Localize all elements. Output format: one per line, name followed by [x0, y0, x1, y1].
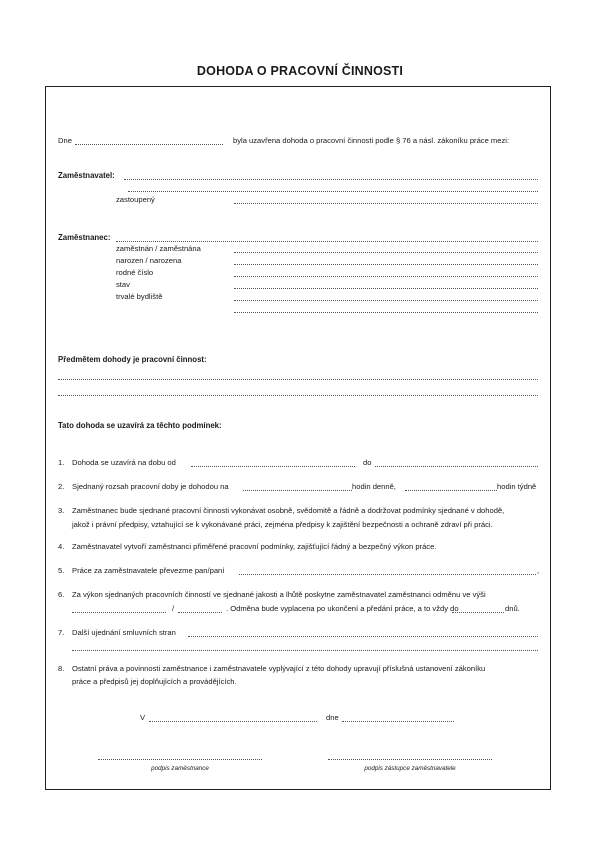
condition-6-slash: /: [172, 604, 175, 613]
employer-field[interactable]: [124, 179, 538, 180]
condition-6-days: dnů.: [505, 604, 520, 613]
condition-1-number: 1.: [58, 458, 65, 467]
employed-label: zaměstnán / zaměstnána: [116, 244, 201, 253]
represented-field[interactable]: [234, 203, 538, 204]
condition-3-number: 3.: [58, 506, 65, 515]
condition-6-line1: Za výkon sjednaných pracovních činností ve sjednané jakosti a lhůtě poskytne zaměstnavatel zaměstnanci odměnu ve výši: [72, 590, 486, 599]
dne-label: Dne: [58, 136, 72, 145]
other-terms-field-2[interactable]: [72, 650, 538, 651]
condition-8-line2: práce a předpisů jej doplňujících a provádějících.: [72, 677, 237, 686]
condition-2-weekly: hodin týdně: [497, 482, 537, 491]
employee-label: Zaměstnanec:: [58, 233, 111, 242]
status-field[interactable]: [234, 288, 538, 289]
period-to-field[interactable]: [375, 466, 538, 467]
reward-amount-field[interactable]: [72, 612, 166, 613]
place-field[interactable]: [149, 721, 317, 722]
employer-signature-line[interactable]: [328, 759, 492, 760]
receiver-field[interactable]: [239, 574, 536, 575]
condition-2-number: 2.: [58, 482, 65, 491]
employer-signature-label: podpis zástupce zaměstnavatele: [364, 765, 456, 772]
employer-field-2[interactable]: [128, 191, 538, 192]
place-date-label: dne: [326, 713, 339, 722]
place-label: V: [140, 713, 146, 722]
employer-label: Zaměstnavatel:: [58, 171, 115, 180]
condition-2-daily: hodin denně,: [352, 482, 396, 491]
condition-2-text: Sjednaný rozsah pracovní doby je dohodou na: [72, 482, 229, 491]
birth-number-field[interactable]: [234, 276, 538, 277]
place-date-field[interactable]: [342, 721, 454, 722]
condition-8-number: 8.: [58, 664, 65, 673]
subject-field-2[interactable]: [58, 395, 538, 396]
subject-label: Předmětem dohody je pracovní činnost:: [58, 355, 207, 364]
condition-4-number: 4.: [58, 542, 65, 551]
weekly-hours-field[interactable]: [405, 490, 497, 491]
residence-label: trvalé bydliště: [116, 292, 163, 301]
condition-3-line1: Zaměstnanec bude sjednané pracovní činnosti vykonávat osobně, svědomitě a řádně a dodržovat podmínky sjednané v dohodě,: [72, 506, 505, 515]
condition-7-number: 7.: [58, 628, 65, 637]
condition-4-text: Zaměstnavatel vytvoří zaměstnanci přiměřené pracovní podmínky, zajišťující řádný a bezpečný výkon práce.: [72, 542, 437, 551]
reward-unit-field[interactable]: [178, 612, 222, 613]
employee-field[interactable]: [116, 241, 538, 242]
condition-5-text: Práce za zaměstnavatele převezme pan/paní: [72, 566, 225, 575]
residence-field[interactable]: [234, 300, 538, 301]
document-title: DOHODA O PRACOVNÍ ČINNOSTI: [196, 64, 404, 78]
date-field[interactable]: [75, 144, 223, 145]
condition-8-line1: Ostatní práva a povinnosti zaměstnance i zaměstnavatele vyplývající z této dohody upravují příslušná ustanovení zákoníku: [72, 664, 486, 673]
condition-6-number: 6.: [58, 590, 65, 599]
daily-hours-field[interactable]: [243, 490, 352, 491]
employee-signature-label: podpis zaměstnance: [151, 765, 209, 772]
other-terms-field[interactable]: [188, 636, 538, 637]
born-label: narozen / narozena: [116, 256, 182, 265]
condition-5-number: 5.: [58, 566, 65, 575]
payment-days-field[interactable]: [452, 612, 504, 613]
condition-7-text: Další ujednání smluvních stran: [72, 628, 176, 637]
employed-field[interactable]: [234, 252, 538, 253]
condition-3-line2: jakož i právní předpisy, vztahující se k vykonávané práci, zejména předpisy k zajištění bezpečnosti a ochraně zdraví při práci.: [72, 520, 493, 529]
condition-6-line2: . Odměna bude vyplacena po ukončení a předání práce, a to vždy do: [226, 604, 459, 613]
intro-text: byla uzavřena dohoda o pracovní činnosti podle § 76 a násl. zákoníku práce mezi:: [233, 136, 510, 145]
period-from-field[interactable]: [191, 466, 355, 467]
represented-label: zastoupený: [116, 195, 155, 204]
condition-1-text: Dohoda se uzavírá na dobu od: [72, 458, 176, 467]
residence-field-2[interactable]: [234, 312, 538, 313]
status-label: stav: [116, 280, 130, 289]
born-field[interactable]: [234, 264, 538, 265]
conditions-heading: Tato dohoda se uzavírá za těchto podmínek:: [58, 421, 222, 430]
condition-1-to: do: [363, 458, 372, 467]
birth-number-label: rodné číslo: [116, 268, 154, 277]
employee-signature-line[interactable]: [98, 759, 262, 760]
condition-5-end: ,: [537, 566, 540, 575]
subject-field-1[interactable]: [58, 379, 538, 380]
